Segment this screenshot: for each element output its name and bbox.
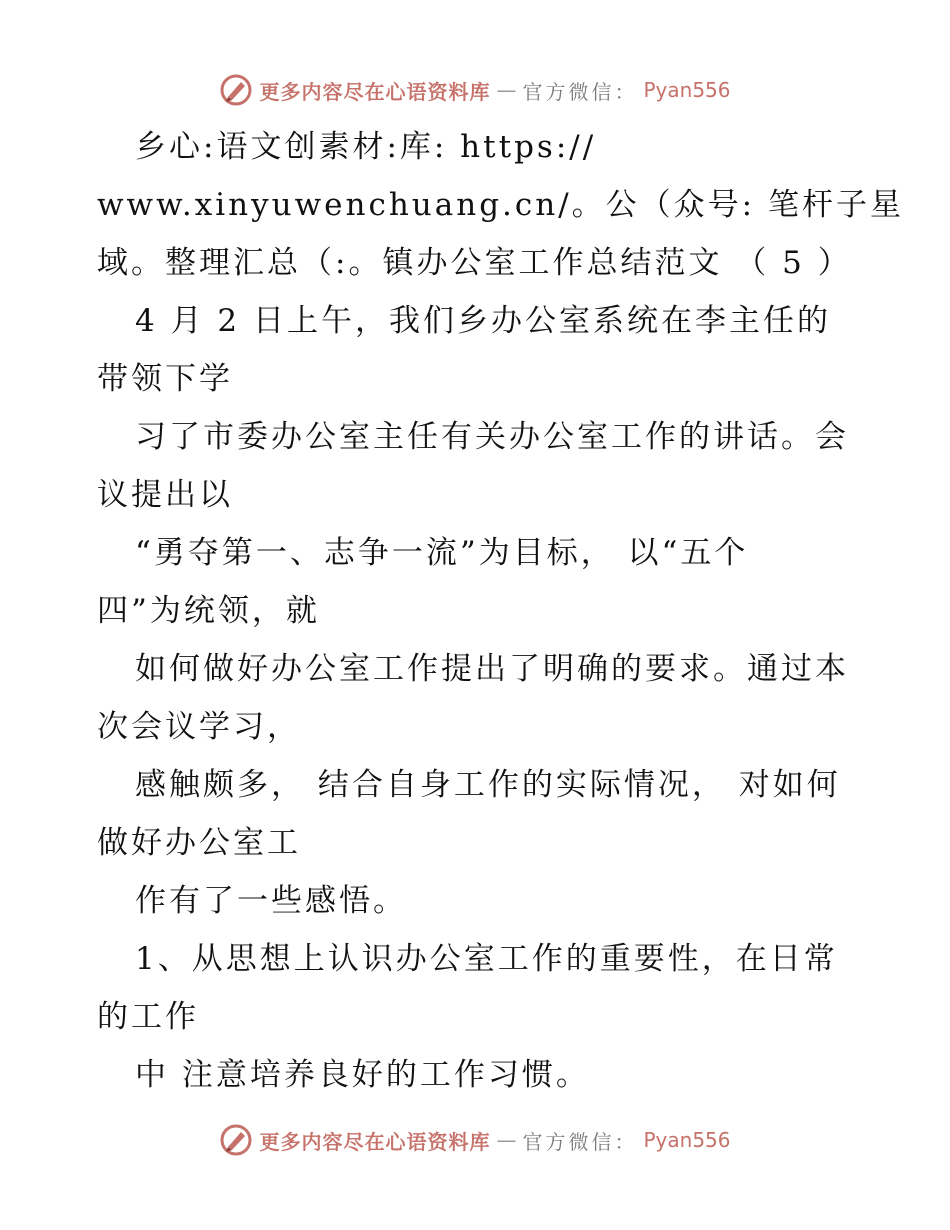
text-line: 习了市委办公室主任有关办公室工作的讲话。会 bbox=[135, 419, 849, 455]
watermark-wechat-label: 官方微信： bbox=[522, 79, 638, 104]
text-line: 乡心:语文创素材:库: https:// bbox=[135, 129, 597, 165]
text-line: 的工作 bbox=[97, 999, 199, 1035]
text-line: www.xinyuwenchuang.cn/。公（众号: 笔杆子星 bbox=[97, 187, 904, 223]
text-line: 四”为统领，就 bbox=[97, 593, 320, 629]
watermark-separator: — bbox=[496, 78, 517, 102]
watermark-wechat-id: Pyan556 bbox=[643, 78, 731, 102]
text-line: 中 注意培养良好的工作习惯。 bbox=[135, 1057, 590, 1093]
footer-watermark bbox=[0, 1120, 950, 1160]
document-body bbox=[97, 118, 904, 1104]
text-line: 1、从思想上认识办公室工作的重要性，在日常 bbox=[135, 941, 838, 977]
header-watermark bbox=[0, 70, 950, 110]
pen-nib-logo-icon bbox=[219, 73, 253, 107]
watermark-wechat-label: 官方微信： bbox=[522, 1129, 638, 1154]
text-line: 带领下学 bbox=[97, 361, 233, 397]
watermark-separator: — bbox=[496, 1128, 517, 1152]
text-line: 域。整理汇总（:。镇办公室工作总结范文 （ 5 ） bbox=[97, 245, 852, 281]
pen-nib-logo-icon bbox=[219, 1123, 253, 1157]
text-line: 做好办公室工 bbox=[97, 825, 301, 861]
text-line: 如何做好办公室工作提出了明确的要求。通过本 bbox=[135, 651, 849, 687]
watermark-wechat-id: Pyan556 bbox=[643, 1128, 731, 1152]
text-line: 作有了一些感悟。 bbox=[135, 883, 407, 919]
text-line: 次会议学习， bbox=[97, 709, 301, 745]
text-line: 感触颇多， 结合自身工作的实际情况， 对如何 bbox=[135, 767, 841, 803]
watermark-slogan: 更多内容尽在心语资料库 bbox=[259, 1129, 491, 1154]
text-line: 议提出以 bbox=[97, 477, 233, 513]
text-line: 4 月 2 日上午，我们乡办公室系统在李主任的 bbox=[135, 303, 832, 339]
watermark-slogan: 更多内容尽在心语资料库 bbox=[259, 79, 491, 104]
text-line: “勇夺第一、志争一流”为目标， 以“五个 bbox=[135, 535, 749, 571]
